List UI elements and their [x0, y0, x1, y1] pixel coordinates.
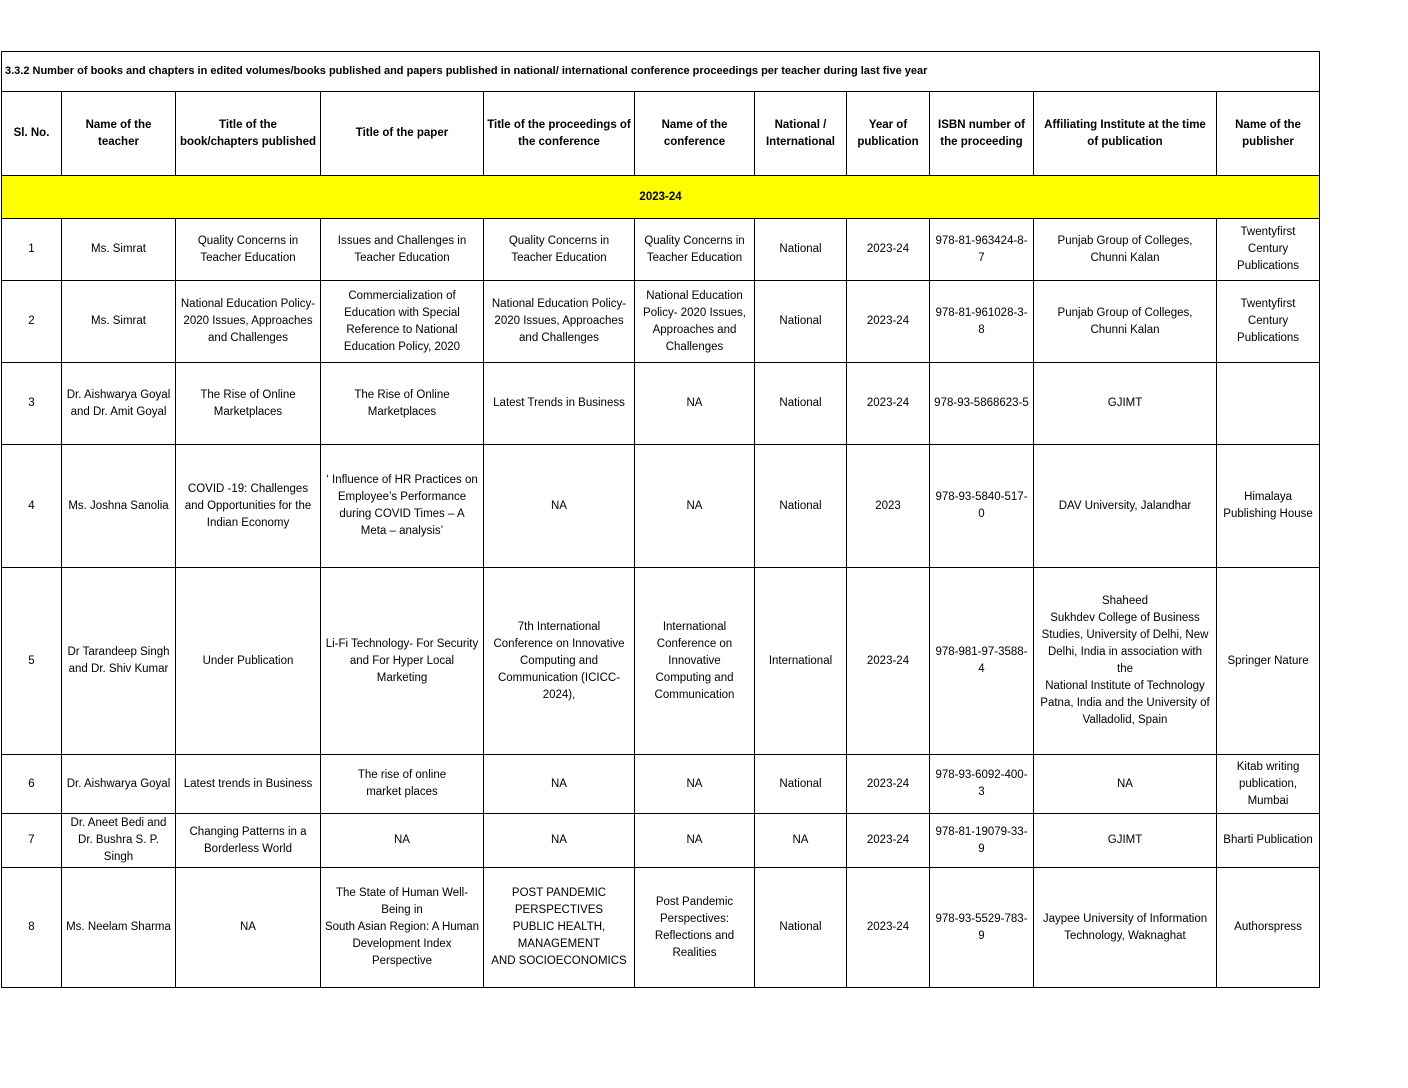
cell-year: 2023-24 — [847, 814, 930, 868]
cell-sl: 2 — [2, 281, 62, 363]
header-publisher: Name of the publisher — [1217, 92, 1320, 176]
cell-sl: 8 — [2, 868, 62, 988]
cell-teacher: Dr. Aneet Bedi and Dr. Bushra S. P. Singh — [62, 814, 176, 868]
cell-isbn: 978-93-5868623-5 — [930, 363, 1034, 445]
cell-paper: Issues and Challenges in Teacher Education — [321, 219, 484, 281]
header-sl: Sl. No. — [2, 92, 62, 176]
cell-scope: National — [755, 219, 847, 281]
cell-institute: GJIMT — [1034, 814, 1217, 868]
table-row — [2, 219, 1320, 281]
cell-conference: NA — [635, 755, 755, 814]
spreadsheet — [1, 51, 1319, 988]
cell-sl: 5 — [2, 568, 62, 755]
cell-conference: Quality Concerns in Teacher Education — [635, 219, 755, 281]
cell-paper: The rise of online market places — [321, 755, 484, 814]
cell-teacher: Dr Tarandeep Singh and Dr. Shiv Kumar — [62, 568, 176, 755]
cell-book: Changing Patterns in a Borderless World — [176, 814, 321, 868]
cell-book: COVID -19: Challenges and Opportunities for the Indian Economy — [176, 445, 321, 568]
cell-proceedings: National Education Policy- 2020 Issues, Approaches and Challenges — [484, 281, 635, 363]
cell-year: 2023-24 — [847, 568, 930, 755]
header-year: Year of publication — [847, 92, 930, 176]
header-teacher: Name of the teacher — [62, 92, 176, 176]
cell-isbn: 978-93-5529-783- 9 — [930, 868, 1034, 988]
cell-scope: International — [755, 568, 847, 755]
cell-year: 2023-24 — [847, 219, 930, 281]
cell-proceedings: NA — [484, 755, 635, 814]
cell-isbn: 978-981-97-3588- 4 — [930, 568, 1034, 755]
table-row — [2, 755, 1320, 814]
sheet-title: 3.3.2 Number of books and chapters in edited volumes/books published and papers published in national/ international conference proceedings per teacher during last five year — [2, 52, 1320, 92]
cell-institute: Punjab Group of Colleges, Chunni Kalan — [1034, 219, 1217, 281]
cell-institute: Jaypee University of Information Technology, Waknaghat — [1034, 868, 1217, 988]
cell-book: Quality Concerns in Teacher Education — [176, 219, 321, 281]
header-conference: Name of the conference — [635, 92, 755, 176]
cell-scope: National — [755, 281, 847, 363]
table-row — [2, 281, 1320, 363]
cell-proceedings: NA — [484, 445, 635, 568]
cell-year: 2023-24 — [847, 281, 930, 363]
cell-paper: Li-Fi Technology- For Security and For Hyper Local Marketing — [321, 568, 484, 755]
cell-publisher: Himalaya Publishing House — [1217, 445, 1320, 568]
cell-publisher — [1217, 363, 1320, 445]
cell-institute: Shaheed Sukhdev College of Business Studies, University of Delhi, New Delhi, India in association with the National Institute of Technology Patna, India and the University of Valladolid, Spain — [1034, 568, 1217, 755]
cell-teacher: Ms. Joshna Sanolia — [62, 445, 176, 568]
cell-proceedings: 7th International Conference on Innovative Computing and Communication (ICICC- 2024), — [484, 568, 635, 755]
cell-conference: International Conference on Innovative Computing and Communication — [635, 568, 755, 755]
cell-institute: Punjab Group of Colleges, Chunni Kalan — [1034, 281, 1217, 363]
cell-isbn: 978-81-19079-33- 9 — [930, 814, 1034, 868]
cell-isbn: 978-93-5840-517- 0 — [930, 445, 1034, 568]
cell-scope: National — [755, 755, 847, 814]
cell-teacher: Dr. Aishwarya Goyal — [62, 755, 176, 814]
cell-teacher: Ms. Neelam Sharma — [62, 868, 176, 988]
cell-paper: NA — [321, 814, 484, 868]
cell-isbn: 978-81-961028-3- 8 — [930, 281, 1034, 363]
cell-proceedings: NA — [484, 814, 635, 868]
table-row — [2, 568, 1320, 755]
cell-proceedings: POST PANDEMIC PERSPECTIVES PUBLIC HEALTH, MANAGEMENT AND SOCIOECONOMICS — [484, 868, 635, 988]
header-book: Title of the book/chapters published — [176, 92, 321, 176]
cell-year: 2023-24 — [847, 755, 930, 814]
cell-institute: GJIMT — [1034, 363, 1217, 445]
publications-table — [1, 51, 1320, 988]
cell-isbn: 978-81-963424-8- 7 — [930, 219, 1034, 281]
cell-proceedings: Latest Trends in Business — [484, 363, 635, 445]
cell-publisher: Kitab writing publication, Mumbai — [1217, 755, 1320, 814]
cell-institute: DAV University, Jalandhar — [1034, 445, 1217, 568]
header-institute: Affiliating Institute at the time of publication — [1034, 92, 1217, 176]
cell-publisher: Springer Nature — [1217, 568, 1320, 755]
cell-paper: Commercialization of Education with Special Reference to National Education Policy, 2020 — [321, 281, 484, 363]
cell-sl: 7 — [2, 814, 62, 868]
cell-sl: 4 — [2, 445, 62, 568]
cell-paper: The Rise of Online Marketplaces — [321, 363, 484, 445]
header-row — [2, 92, 1320, 176]
cell-institute: NA — [1034, 755, 1217, 814]
cell-year: 2023 — [847, 445, 930, 568]
cell-isbn: 978-93-6092-400- 3 — [930, 755, 1034, 814]
cell-sl: 3 — [2, 363, 62, 445]
cell-conference: NA — [635, 814, 755, 868]
cell-teacher: Ms. Simrat — [62, 281, 176, 363]
year-section-row — [2, 176, 1320, 219]
cell-teacher: Dr. Aishwarya Goyal and Dr. Amit Goyal — [62, 363, 176, 445]
cell-scope: National — [755, 868, 847, 988]
cell-book: The Rise of Online Marketplaces — [176, 363, 321, 445]
cell-scope: National — [755, 363, 847, 445]
cell-scope: NA — [755, 814, 847, 868]
cell-publisher: Bharti Publication — [1217, 814, 1320, 868]
cell-year: 2023-24 — [847, 363, 930, 445]
table-row — [2, 868, 1320, 988]
table-row — [2, 814, 1320, 868]
cell-book: National Education Policy- 2020 Issues, Approaches and Challenges — [176, 281, 321, 363]
header-isbn: ISBN number of the proceeding — [930, 92, 1034, 176]
section-year: 2023-24 — [2, 176, 1320, 219]
cell-conference: National Education Policy- 2020 Issues, Approaches and Challenges — [635, 281, 755, 363]
cell-proceedings: Quality Concerns in Teacher Education — [484, 219, 635, 281]
cell-publisher: Twentyfirst Century Publications — [1217, 281, 1320, 363]
cell-publisher: Twentyfirst Century Publications — [1217, 219, 1320, 281]
header-paper: Title of the paper — [321, 92, 484, 176]
cell-sl: 6 — [2, 755, 62, 814]
cell-sl: 1 — [2, 219, 62, 281]
cell-year: 2023-24 — [847, 868, 930, 988]
cell-book: Latest trends in Business — [176, 755, 321, 814]
cell-conference: Post Pandemic Perspectives: Reflections and Realities — [635, 868, 755, 988]
header-scope: National / International — [755, 92, 847, 176]
cell-scope: National — [755, 445, 847, 568]
header-proceedings: Title of the proceedings of the conference — [484, 92, 635, 176]
cell-book: NA — [176, 868, 321, 988]
cell-paper: The State of Human Well- Being in South Asian Region: A Human Development Index Perspective — [321, 868, 484, 988]
cell-publisher: Authorspress — [1217, 868, 1320, 988]
table-row — [2, 363, 1320, 445]
cell-paper: ‘ Influence of HR Practices on Employee’s Performance during COVID Times – A Meta – analysis’ — [321, 445, 484, 568]
cell-book: Under Publication — [176, 568, 321, 755]
cell-conference: NA — [635, 445, 755, 568]
cell-teacher: Ms. Simrat — [62, 219, 176, 281]
cell-conference: NA — [635, 363, 755, 445]
table-row — [2, 445, 1320, 568]
